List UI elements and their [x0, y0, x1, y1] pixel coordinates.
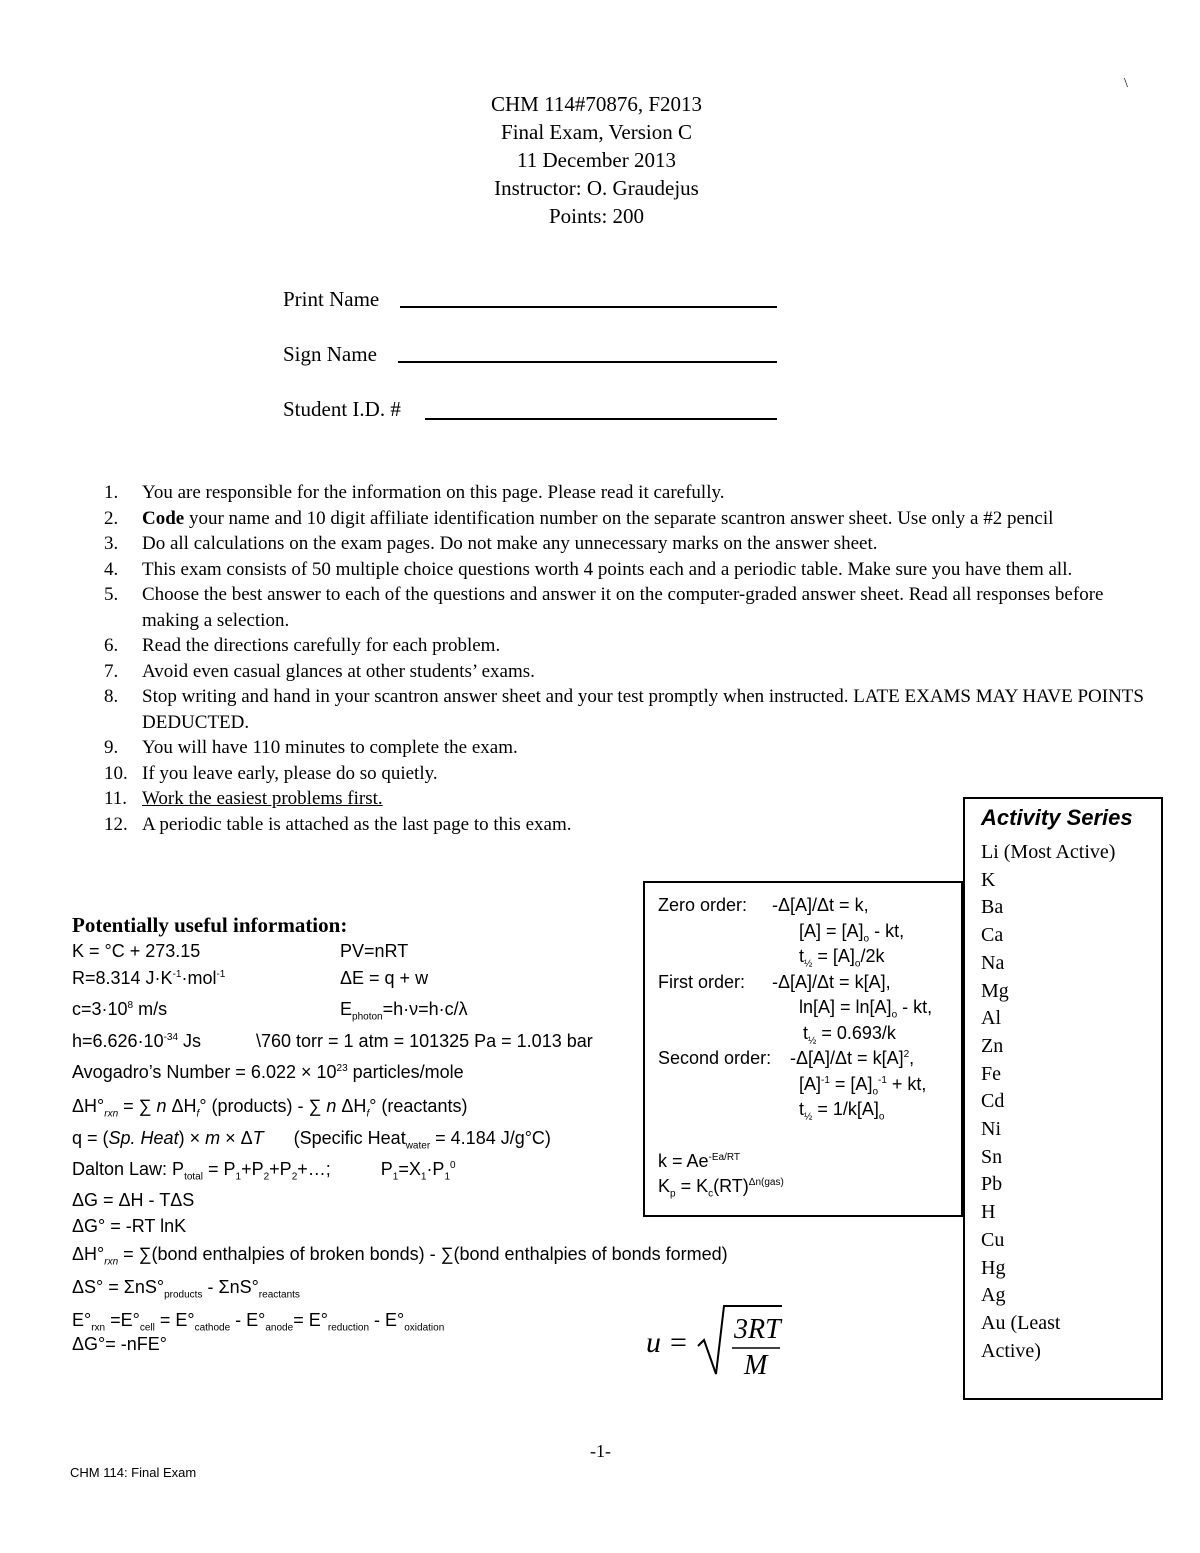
list-item: Cd — [981, 1090, 1005, 1113]
instruction-item: 5. Choose the best answer to each of the questions and answer it on the computer-graded answer sheet. Read all responses before making a selection. — [104, 584, 1104, 631]
first-order-label: First order: — [658, 972, 746, 992]
list-item: Pb — [981, 1173, 1003, 1196]
sign-name-field[interactable] — [398, 361, 777, 363]
list-item: Fe — [981, 1062, 1001, 1085]
student-id-label: Student I.D. # — [283, 397, 401, 421]
list-item: Active) — [981, 1339, 1041, 1362]
svg-text:3RT: 3RT — [734, 1314, 781, 1345]
specific-heat: q = (Sp. Heat) × m × ΔT (Specific Heat$_{water}$ = 4.184 J/g°C) — [72, 1128, 551, 1152]
list-item: H — [981, 1201, 996, 1224]
kp-kc-relation: $K_p = K_c(RT)^{\Delta n(gas)}$ — [658, 1176, 784, 1200]
pressure-conversion: \760 torr = 1 atm = 101325 Pa = 1.013 bar — [256, 1031, 593, 1051]
gibbs-equilibrium: ΔG° = -RT lnK — [72, 1216, 187, 1236]
print-name-label: Print Name — [283, 287, 380, 311]
zero-order-integrated: $[A] = [A]_o$ - kt, — [799, 921, 905, 945]
instructions-list — [104, 480, 1144, 837]
svg-text:M: M — [744, 1350, 768, 1381]
list-item: Hg — [981, 1256, 1006, 1279]
print-name-field[interactable] — [400, 306, 777, 308]
useful-info-title: Potentially useful information: — [72, 913, 348, 937]
instruction-item: 9. You will have 110 minutes to complete the exam. — [104, 737, 518, 758]
ideal-gas-law: PV=nRT — [340, 941, 409, 961]
activity-series-list — [981, 839, 1115, 1365]
zero-order-label: Zero order: — [658, 895, 748, 915]
entropy-of-reaction: $\Delta S^\circ = \Sigma nS^\circ_{products} - \Sigma nS^\circ_{reactants}$ — [72, 1277, 300, 1301]
instruction-item: 8. Stop writing and hand in your scantron answer sheet and your test promptly when instructed. LATE EXAMS MAY HAVE POINTS DEDUCTED. — [104, 686, 1144, 733]
second-order-integrated: $[A]^{-1} = [A]_o^{-1}$ + kt, — [799, 1074, 927, 1098]
instructor: Instructor: O. Graudejus — [494, 176, 699, 200]
second-order-rate: $-\Delta[A]/\Delta t = k[A]^2$, — [790, 1048, 915, 1068]
list-item: Ba — [981, 896, 1004, 919]
instruction-item: 3. Do all calculations on the exam pages. Do not make any unnecessary marks on the answer sheet. — [104, 533, 878, 554]
instruction-item: 6. Read the directions carefully for each problem. — [104, 635, 501, 656]
zero-order-half-life: $t_{\frac{1}{2}} = [A]_o/2k$ — [799, 946, 885, 970]
points-total: Points: 200 — [548, 204, 645, 228]
exam-date: 11 December 2013 — [517, 148, 676, 172]
instruction-item: 11. Work the easiest problems first. — [104, 788, 383, 809]
instruction-item: 12. A periodic table is attached as the last page to this exam. — [104, 813, 572, 835]
list-item: Ag — [981, 1284, 1006, 1307]
photon-energy: $E_{photon}=h\cdot\nu=h\cdot c/\lambda$ — [340, 999, 468, 1023]
zero-order-rate: -Δ[A]/Δt = k, — [772, 895, 869, 915]
second-order-half-life: $t_{\frac{1}{2}} = 1/k[A]_o$ — [799, 1099, 885, 1123]
instruction-item: 1. You are responsible for the information on this page. Please read it carefully. — [104, 482, 725, 503]
list-item: K — [981, 868, 996, 891]
bond-enthalpy: $\Delta H^\circ_{rxn}$ = ∑(bond enthalpies of broken bonds) - ∑(bond enthalpies of bonds formed) — [72, 1244, 728, 1268]
list-item: Ni — [981, 1118, 1001, 1141]
instruction-item: 7. Avoid even casual glances at other students’ exams. — [104, 660, 535, 682]
cell-potential: $E^\circ_{rxn} =E^\circ_{cell} = E^\circ_{cathode} - E^\circ_{anode}= E^\circ_{reduction} - E^\circ_{oxidation}$ — [72, 1310, 445, 1334]
student-id-field[interactable] — [425, 418, 777, 420]
page-number: -1- — [590, 1441, 611, 1461]
activity-series-box — [963, 797, 1163, 1400]
exam-title: Final Exam, Version C — [501, 120, 692, 144]
dalton-law: Dalton Law: $P_{total}$ = $P_1+P_2+P_2+\dots$; $P_1=X_1\cdot P_1^0$ — [72, 1159, 456, 1183]
list-item: Au (Least — [981, 1311, 1061, 1334]
first-order-half-life: $t_{\frac{1}{2}} = 0.693/k$ — [803, 1023, 896, 1047]
page-footer: CHM 114: Final Exam — [70, 1465, 197, 1480]
instruction-item: 2. Code your name and 10 digit affiliate identification number on the separate scantron answer sheet. Use only a #2 pencil — [104, 507, 1054, 529]
svg-text:u: u — [646, 1326, 661, 1359]
instruction-item: 10. If you leave early, please do so quietly. — [104, 762, 438, 784]
list-item: Sn — [981, 1145, 1003, 1168]
list-item: Cu — [981, 1228, 1005, 1251]
list-item: Na — [981, 951, 1005, 974]
activity-series-title: Activity Series — [981, 805, 1133, 830]
instruction-item: 4. This exam consists of 50 multiple choice questions worth 4 points each and a periodic table. Make sure you have them all. — [104, 558, 1073, 580]
kelvin-conversion: K = °C + 273.15 — [72, 941, 201, 961]
rms-speed-equation — [640, 1296, 790, 1386]
list-item: Li (Most Active) — [981, 841, 1116, 863]
sign-name-label: Sign Name — [283, 342, 377, 366]
first-law: ΔE = q + w — [340, 968, 429, 988]
course-title: CHM 114#70876, F2013 — [491, 92, 702, 116]
svg-text:=: = — [670, 1326, 687, 1359]
corner-mark: \ — [1124, 76, 1128, 91]
list-item: Mg — [981, 979, 1009, 1002]
first-order-rate: -Δ[A]/Δt = k[A], — [772, 972, 891, 992]
first-order-integrated: $\ln[A] = \ln[A]_o$ - kt, — [799, 997, 933, 1021]
gas-constant: R=8.314 $J\cdot K^{-1}\cdot mol^{-1}$ — [72, 968, 226, 988]
list-item: Ca — [981, 924, 1004, 947]
speed-of-light: $c=3\cdot 10^8$ m/s — [72, 999, 168, 1019]
exam-header — [0, 90, 1193, 230]
list-item: Al — [981, 1007, 1001, 1030]
list-item: Zn — [981, 1034, 1004, 1057]
kinetics-box — [643, 881, 963, 1217]
arrhenius-equation: $k = Ae^{-Ea/RT}$ — [658, 1151, 741, 1171]
avogadro-number: Avogadro’s Number = $6.022 \times 10^{23}$ particles/mole — [72, 1062, 464, 1082]
second-order-label: Second order: — [658, 1048, 772, 1068]
enthalpy-of-reaction: $\Delta H^\circ_{rxn}$ = ∑ n $\Delta H_f^\circ$ (products) - ∑ n $\Delta H_f^\circ$ (reactants) — [72, 1096, 468, 1120]
gibbs-free-energy: ΔG = ΔH - TΔS — [72, 1190, 195, 1210]
gibbs-cell-potential: ΔG°= -nFE° — [72, 1334, 167, 1354]
planck-constant: $h=6.626\cdot 10^{-34}$ Js — [72, 1031, 202, 1051]
